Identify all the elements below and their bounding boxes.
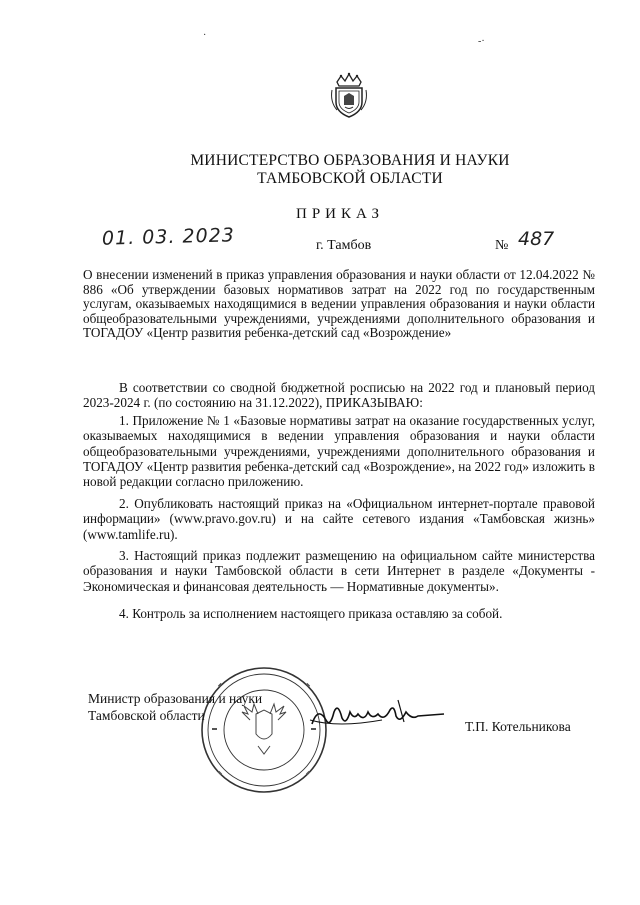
signer-title-line-1: Министр образования и науки [88, 691, 263, 706]
preamble: В соответствии со сводной бюджетной росписью на 2022 год и плановый период 2023-2024 г. (по состоянию на 31.12.2022), ПРИКАЗЫВАЮ: [83, 380, 595, 411]
signer-title-line-2: Тамбовской области [88, 708, 205, 723]
signer-title [88, 690, 262, 724]
ministry-line-2: ТАМБОВСКОЙ ОБЛАСТИ [257, 170, 443, 187]
order-subject: О внесении изменений в приказ управления образования и науки области от 12.04.2022 № 886 «Об утверждении базовых нормативов затрат на 2022 год по государственным услугам, оказываемых находящимися в ведении управления образования и науки области общеобразовательными учреждениями, учреждениями дополнительного образования и ТОГАДОУ «Центр развития ребенка-детский сад «Возрождение» [83, 267, 595, 341]
scan-speck: · [203, 30, 207, 41]
item-3: 3. Настоящий приказ подлежит размещению на официальном сайте министерства образования и науки Тамбовской области в сети Интернет в разделе «Документы - Экономическая и финансовая деятельность — Нормативные документы». [83, 548, 595, 594]
handwritten-date: 01. 03. 2023 [101, 224, 236, 250]
item-2: 2. Опубликовать настоящий приказ на «Официальном интернет-портале правовой информации» (www.pravo.gov.ru) и на сайте сетевого издания «Тамбовская жизнь» (www.tamlife.ru). [83, 495, 595, 542]
signer-name: Т.П. Котельникова [465, 719, 571, 734]
order-body [83, 380, 595, 624]
scan-speck: -· [478, 36, 485, 47]
coat-of-arms-icon [329, 72, 369, 118]
number-label: № [495, 238, 509, 253]
document-type: ПРИКАЗ [296, 206, 384, 222]
handwritten-number: 487 [518, 228, 555, 250]
city: г. Тамбов [316, 238, 372, 253]
ministry-line-1: МИНИСТЕРСТВО ОБРАЗОВАНИЯ И НАУКИ [190, 152, 510, 169]
ministry-heading [0, 152, 640, 188]
item-4: 4. Контроль за исполнением настоящего приказа оставляю за собой. [119, 606, 503, 622]
handwritten-signature-icon [308, 690, 448, 740]
item-1: 1. Приложение № 1 «Базовые нормативы затрат на оказание государственных услуг, оказываемых находящимися в ведении управления образования и науки области общеобразовательными учреждениями, учреждениями дополнительного образования и ТОГАДОУ «Центр развития ребенка-детский сад «Возрождение», на 2022 год» изложить в новой редакции согласно приложению. [83, 412, 595, 490]
